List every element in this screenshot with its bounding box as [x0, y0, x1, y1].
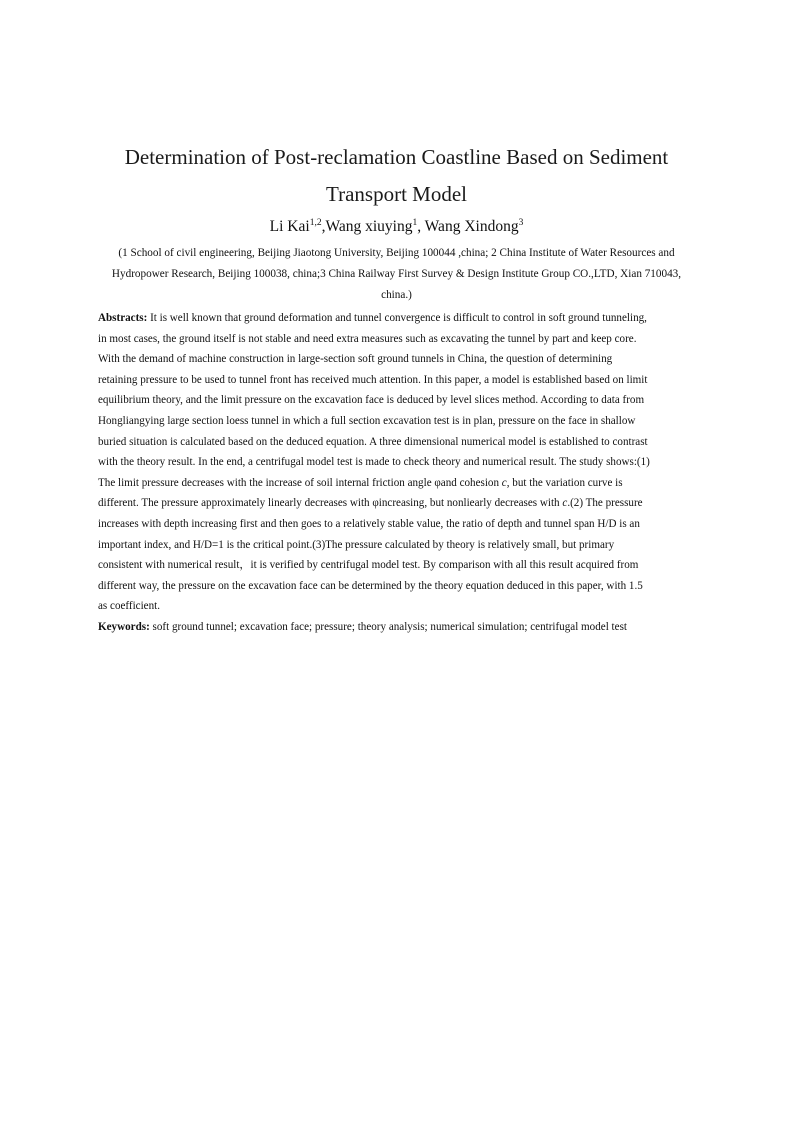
author-1-affiliation: 1,2 — [309, 218, 322, 228]
abstract-line — [98, 493, 715, 514]
abstract-line: important index, and H/D=1 is the critical point.(3)The pressure calculated by theory is relatively small, but primary — [98, 538, 615, 551]
abstract-line: with the theory result. In the end, a centrifugal model test is made to check theory and numerical result. The study shows:(1) — [98, 456, 650, 469]
abstract-line — [98, 473, 715, 494]
author-list — [60, 216, 733, 238]
abstract-block — [98, 308, 715, 638]
author-3-affiliation: 3 — [518, 218, 524, 228]
affiliation-line-3: china.) — [381, 289, 412, 301]
abstract-line: consistent with numerical result，it is verified by centrifugal model test. By comparison with all this result acquired from — [98, 559, 639, 572]
abstract-label: Abstracts: — [98, 312, 148, 324]
abstract-line: different way, the pressure on the excavation face can be determined by the theory equation deduced in this paper, with 1.5 — [98, 579, 643, 592]
author-2-name: ,Wang xiuying — [321, 218, 413, 235]
abstract-line: Hongliangying large section loess tunnel in which a full section excavation test is in plan, pressure on the face in shallow — [98, 414, 636, 427]
abstract-line: retaining pressure to be used to tunnel front has received much attention. In this paper, a model is established based on limit — [98, 373, 648, 386]
title-line-2: Transport Model — [326, 182, 467, 206]
affiliations — [82, 243, 711, 306]
author-1-name: Li Kai — [269, 218, 310, 235]
abstract-line: With the demand of machine construction in large-section soft ground tunnels in China, the question of determining — [98, 353, 613, 366]
cohesion-symbol: c — [501, 476, 507, 489]
abstract-text-9a: The limit pressure decreases with the increase of soil internal friction angle φand cohesion — [98, 476, 502, 489]
author-2-affiliation: 1 — [412, 218, 418, 228]
affiliation-line-1: (1 School of civil engineering, Beijing Jiaotong University, Beijing 100044 ,china; 2 China Institute of Water Resources and — [118, 247, 675, 259]
abstract-text-10b: .(2) The pressure — [567, 497, 643, 510]
abstract-line — [98, 308, 715, 329]
abstract-line: as coefficient. — [98, 600, 161, 613]
affiliation-line-2: Hydropower Research, Beijing 100038, china;3 China Railway First Survey & Design Institute Group CO.,LTD, Xian 710043, — [111, 268, 682, 280]
title-line-1: Determination of Post-reclamation Coastline Based on Sediment — [124, 145, 669, 169]
keywords-text: soft ground tunnel; excavation face; pressure; theory analysis; numerical simulation; centrifugal model test — [149, 620, 627, 633]
abstract-line: buried situation is calculated based on the deduced equation. A three dimensional numerical model is established to contrast — [98, 435, 648, 448]
paper-title — [60, 139, 733, 213]
abstract-line: increases with depth increasing first and then goes to a relatively stable value, the ratio of depth and tunnel span H/D is an — [98, 517, 640, 530]
cohesion-symbol: c — [562, 497, 568, 510]
abstract-text-9b: , but the variation curve is — [506, 476, 623, 489]
keywords-line — [98, 617, 715, 638]
abstract-line: in most cases, the ground itself is not stable and need extra measures such as excavating the tunnel by part and keep core. — [98, 332, 637, 345]
abstract-text-10a: different. The pressure approximately linearly decreases with φincreasing, but nonliearly decreases with — [98, 497, 563, 510]
abstract-line: equilibrium theory, and the limit pressure on the excavation face is deduced by level slices method. According to data from — [98, 394, 645, 407]
author-3-name: , Wang Xindong — [417, 218, 519, 235]
abstract-text-1: It is well known that ground deformation and tunnel convergence is difficult to control in soft ground tunneling, — [147, 312, 647, 324]
keywords-label: Keywords: — [98, 620, 150, 633]
